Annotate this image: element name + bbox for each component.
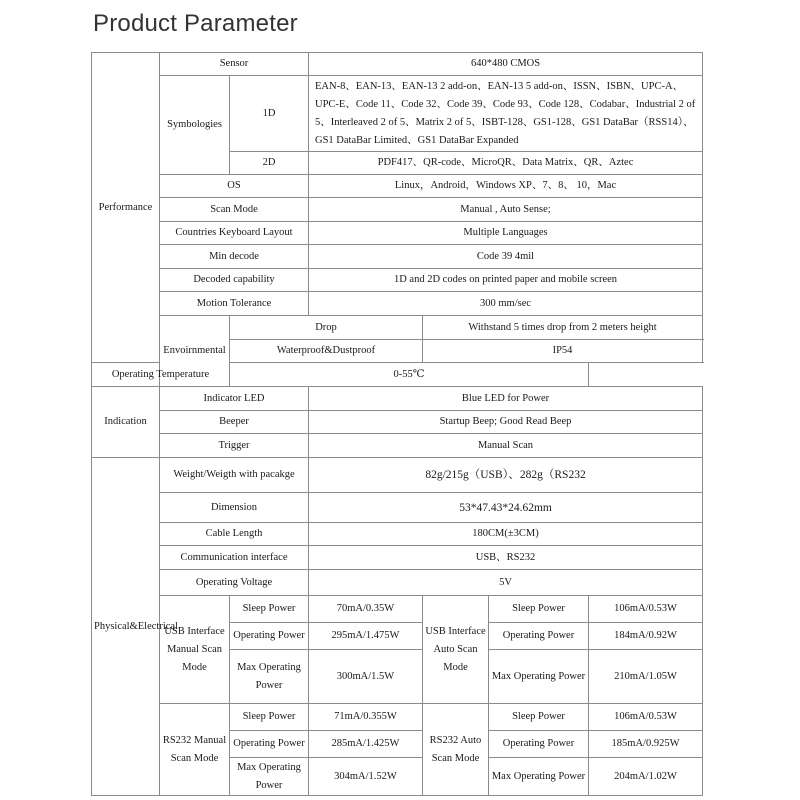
row-label-drop: Drop	[230, 316, 423, 340]
power-label-operating: Operating Power	[489, 731, 589, 758]
table-row	[92, 596, 703, 623]
power-label-sleep: Sleep Power	[230, 704, 309, 731]
power-label-operating: Operating Power	[230, 623, 309, 650]
row-value-communication-interface: USB、RS232	[309, 546, 703, 570]
row-value-trigger: Manual Scan	[309, 434, 703, 458]
table-row	[92, 222, 703, 245]
usb-manual-max-value: 300mA/1.5W	[309, 650, 423, 704]
table-row	[92, 175, 703, 198]
table-row	[92, 411, 703, 434]
table-row	[92, 523, 703, 546]
table-row	[92, 704, 703, 731]
rs232-auto-mode-label: RS232 Auto Scan Mode	[423, 704, 489, 796]
power-label-sleep: Sleep Power	[489, 596, 589, 623]
row-value-2d: PDF417、QR-code、MicroQR、Data Matrix、QR、Aztec	[309, 152, 703, 175]
power-label-max: Max Operating Power	[489, 650, 589, 704]
rs232-auto-operating-value: 185mA/0.925W	[589, 731, 703, 758]
rs232-auto-sleep-value: 106mA/0.53W	[589, 704, 703, 731]
section-performance: Performance	[92, 53, 160, 363]
usb-auto-max-value: 210mA/1.05W	[589, 650, 703, 704]
section-environmental: Envoirnmental	[160, 316, 230, 387]
table-row	[92, 458, 703, 493]
section-physical-electrical: Physical&Electrical	[92, 458, 160, 796]
power-label-sleep: Sleep Power	[230, 596, 309, 623]
power-label-operating: Operating Power	[230, 731, 309, 758]
row-label-indicator-led: Indicator LED	[160, 387, 309, 411]
row-value-1d: EAN-8、EAN-13、EAN-13 2 add-on、EAN-13 5 add-on、ISSN、ISBN、UPC-A、UPC-E、Code 11、Code 32、Code 39、Code 93、Code 128、Codabar、Industrial 2 of 5、Interleaved 2 of 5、Matrix 2 of 5、ISBT-128、GS1-128、GS1 DataBar（RSS14）、GS1 DataBar Limited、GS1 DataBar Expanded	[309, 76, 703, 152]
row-label-trigger: Trigger	[160, 434, 309, 458]
row-label-sensor: Sensor	[160, 53, 309, 76]
table-row	[92, 316, 703, 340]
row-label-waterproof: Waterproof&Dustproof	[230, 340, 423, 363]
row-value-operating-voltage: 5V	[309, 570, 703, 596]
table-row	[92, 387, 703, 411]
row-value-weight: 82g/215g（USB）、282g（RS232	[309, 458, 703, 493]
rs232-manual-max-value: 304mA/1.52W	[309, 758, 423, 796]
row-value-sensor: 640*480 CMOS	[309, 53, 703, 76]
power-label-max: Max Operating Power	[230, 758, 309, 796]
row-label-operating-temperature: Operating Temperature	[92, 363, 230, 387]
power-label-max: Max Operating Power	[489, 758, 589, 796]
table-row	[92, 363, 703, 387]
row-value-min-decode: Code 39 4mil	[309, 245, 703, 269]
table-row	[92, 198, 703, 222]
row-label-communication-interface: Communication interface	[160, 546, 309, 570]
usb-manual-mode-label: USB Interface Manual Scan Mode	[160, 596, 230, 704]
row-value-motion-tolerance: 300 mm/sec	[309, 292, 703, 316]
row-label-cable-length: Cable Length	[160, 523, 309, 546]
row-label-scan-mode: Scan Mode	[160, 198, 309, 222]
rs232-manual-mode-label: RS232 Manual Scan Mode	[160, 704, 230, 796]
table-row	[92, 434, 703, 458]
row-value-keyboard-layout: Multiple Languages	[309, 222, 703, 245]
row-value-scan-mode: Manual , Auto Sense;	[309, 198, 703, 222]
row-value-cable-length: 180CM(±3CM)	[309, 523, 703, 546]
usb-manual-operating-value: 295mA/1.475W	[309, 623, 423, 650]
usb-auto-mode-label: USB Interface Auto Scan Mode	[423, 596, 489, 704]
row-value-beeper: Startup Beep; Good Read Beep	[309, 411, 703, 434]
row-value-decoded-capability: 1D and 2D codes on printed paper and mobile screen	[309, 269, 703, 292]
table-row	[92, 269, 703, 292]
table-row	[92, 53, 703, 76]
row-label-weight: Weight/Weigth with pacakge	[160, 458, 309, 493]
usb-manual-sleep-value: 70mA/0.35W	[309, 596, 423, 623]
table-row	[92, 546, 703, 570]
rs232-manual-sleep-value: 71mA/0.355W	[309, 704, 423, 731]
row-label-1d: 1D	[230, 76, 309, 152]
row-value-dimension: 53*47.43*24.62mm	[309, 493, 703, 523]
row-label-os: OS	[160, 175, 309, 198]
usb-auto-sleep-value: 106mA/0.53W	[589, 596, 703, 623]
row-label-symbologies: Symbologies	[160, 76, 230, 175]
power-label-sleep: Sleep Power	[489, 704, 589, 731]
row-label-motion-tolerance: Motion Tolerance	[160, 292, 309, 316]
row-label-dimension: Dimension	[160, 493, 309, 523]
row-value-os: Linux，Android，Windows XP、7、8、 10，Mac	[309, 175, 703, 198]
row-value-indicator-led: Blue LED for Power	[309, 387, 703, 411]
rs232-manual-operating-value: 285mA/1.425W	[309, 731, 423, 758]
row-label-min-decode: Min decode	[160, 245, 309, 269]
row-value-waterproof: IP54	[423, 340, 703, 363]
row-label-decoded-capability: Decoded capability	[160, 269, 309, 292]
page-title: Product Parameter	[93, 10, 298, 37]
row-label-keyboard-layout: Countries Keyboard Layout	[160, 222, 309, 245]
spec-table	[91, 52, 703, 796]
power-label-max: Max Operating Power	[230, 650, 309, 704]
table-row	[92, 292, 703, 316]
rs232-auto-max-value: 204mA/1.02W	[589, 758, 703, 796]
usb-auto-operating-value: 184mA/0.92W	[589, 623, 703, 650]
row-label-beeper: Beeper	[160, 411, 309, 434]
row-value-drop: Withstand 5 times drop from 2 meters height	[423, 316, 703, 340]
row-label-2d: 2D	[230, 152, 309, 175]
table-row	[92, 493, 703, 523]
section-indication: Indication	[92, 387, 160, 458]
row-value-operating-temperature: 0-55℃	[230, 363, 589, 387]
table-row	[92, 570, 703, 596]
table-row	[92, 245, 703, 269]
power-label-operating: Operating Power	[489, 623, 589, 650]
row-label-operating-voltage: Operating Voltage	[160, 570, 309, 596]
table-row	[92, 76, 703, 152]
